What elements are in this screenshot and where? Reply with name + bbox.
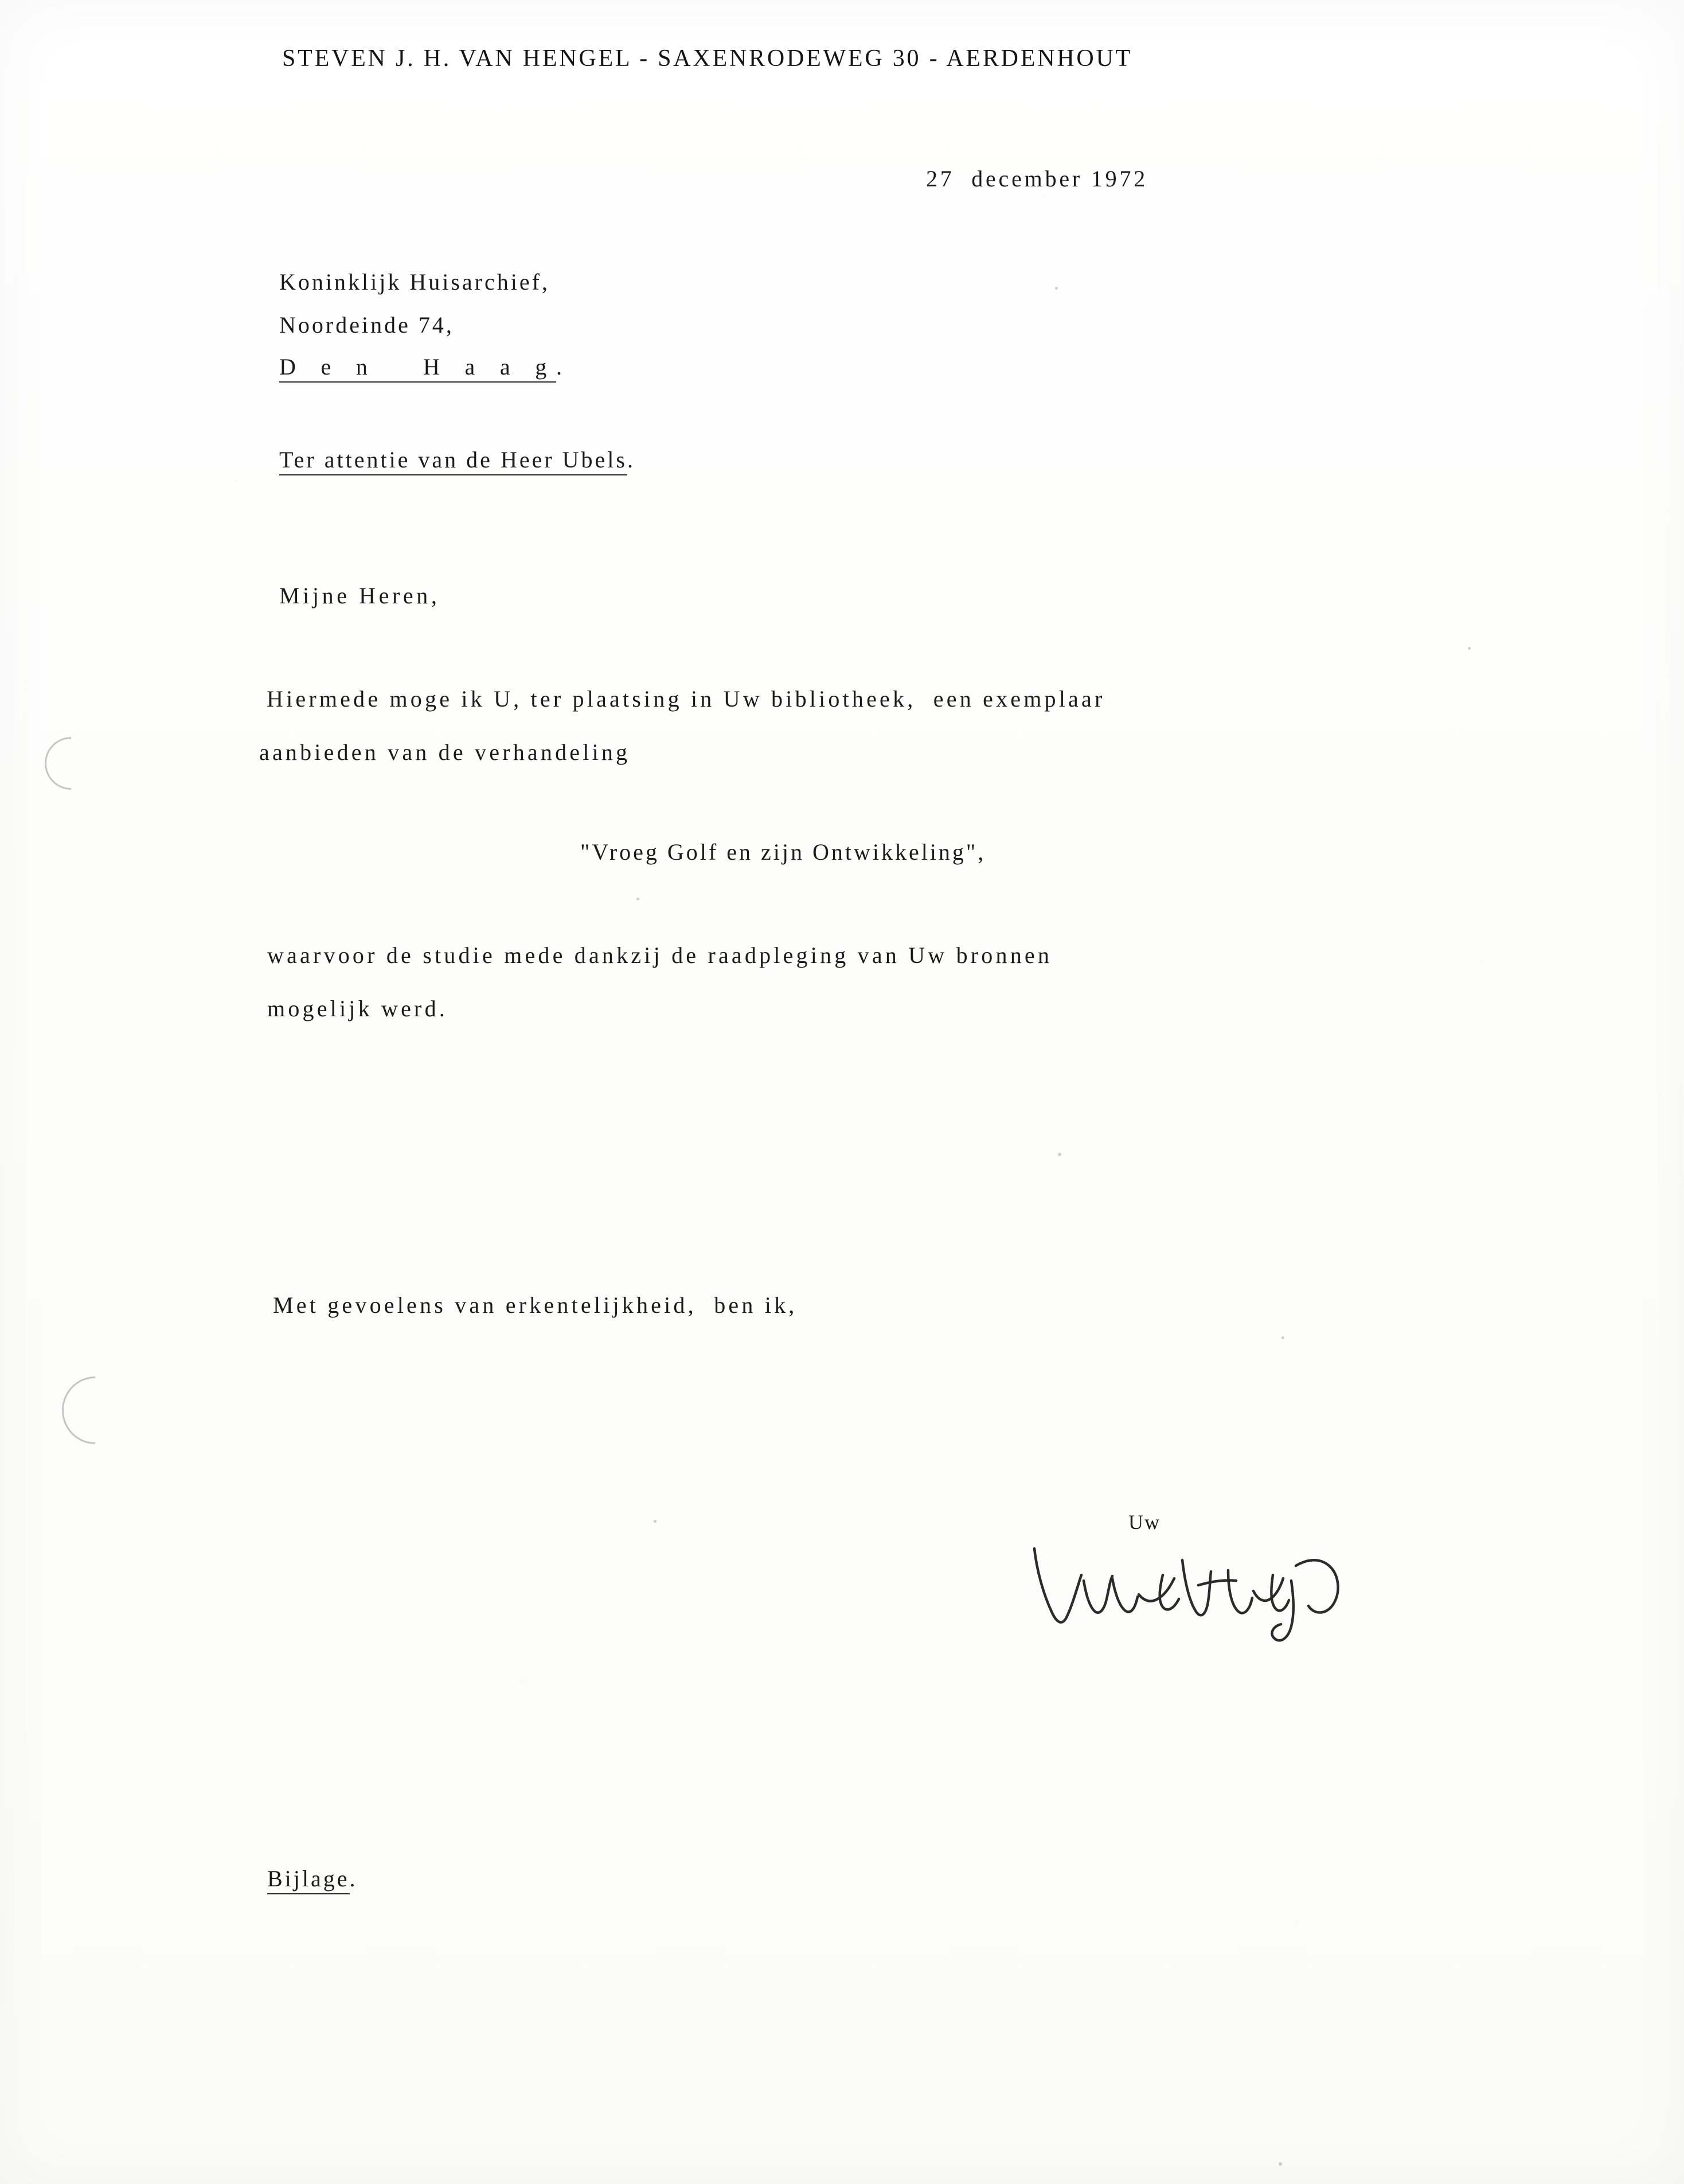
scan-speck (1058, 1153, 1061, 1156)
scan-speck (1055, 287, 1058, 290)
attention-line (279, 446, 635, 473)
scan-speck (654, 1520, 657, 1523)
salutation: Mijne Heren, (279, 583, 440, 609)
attention-text: Ter attentie van de Heer Ubels (279, 447, 627, 475)
recipient-line-2: Noordeinde 74, (279, 312, 454, 338)
recipient-city: D e n H a a g (279, 354, 556, 383)
scan-speck (636, 898, 639, 900)
publication-title: "Vroeg Golf en zijn Ontwikkeling", (580, 839, 986, 865)
enclosure-line (267, 1865, 358, 1892)
body-paragraph-line-3: waarvoor de studie mede dankzij de raadpleging van Uw bronnen (267, 942, 1053, 968)
body-paragraph-line-4: mogelijk werd. (267, 996, 448, 1021)
scan-speck (1281, 1336, 1284, 1339)
letterhead: STEVEN J. H. VAN HENGEL - SAXENRODEWEG 30 - AERDENHOUT (282, 45, 1133, 72)
body-paragraph-line-1: Hiermede moge ik U, ter plaatsing in Uw bibliotheek, een exemplaar (267, 686, 1105, 712)
signoff-label: Uw (1128, 1511, 1161, 1534)
scan-speck (1279, 2162, 1282, 2166)
attention-period: . (627, 447, 635, 473)
date-line: 27 december 1972 (926, 166, 1148, 192)
recipient-line-1: Koninklijk Huisarchief, (279, 269, 550, 295)
closing-line: Met gevoelens van erkentelijkheid, ben ik, (273, 1292, 798, 1318)
scan-speck (1468, 647, 1471, 650)
handwritten-signature (1026, 1526, 1416, 1652)
enclosure-text: Bijlage (267, 1866, 350, 1894)
enclosure-period: . (349, 1866, 358, 1891)
body-paragraph-line-2: aanbieden van de verhandeling (259, 739, 631, 765)
recipient-city-period: . (556, 354, 565, 380)
recipient-line-3 (279, 353, 564, 380)
